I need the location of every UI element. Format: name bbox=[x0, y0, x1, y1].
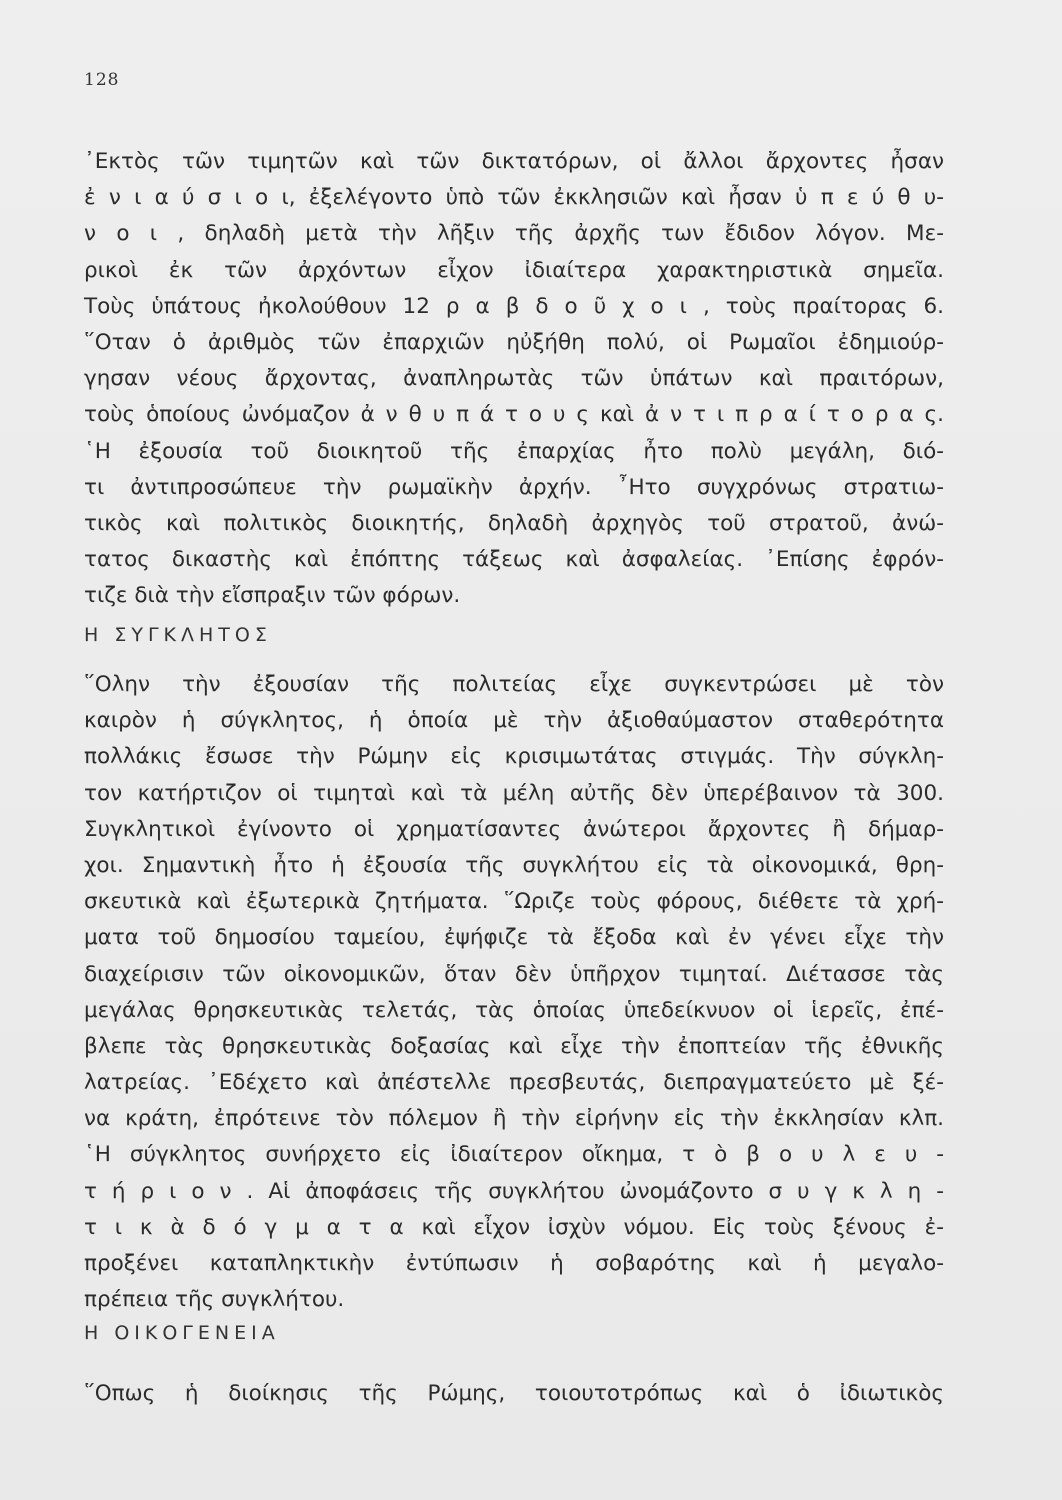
text-line: πολλάκις ἔσωσε τὴν Ρώμην εἰς κρισιμωτάτας στιγμάς. Τὴν σύγκλη- bbox=[84, 744, 944, 770]
text-line: ρικοὶ ἐκ τῶν ἀρχόντων εἶχον ἰδιαίτερα χαρακτηριστικὰ σημεῖα. bbox=[84, 257, 944, 283]
text-line: ἐ ν ι α ύ σ ι ο ι, ἐξελέγοντο ὑπὸ τῶν ἐκκλησιῶν καὶ ἦσαν ὑ π ε ύ θ υ- bbox=[84, 185, 944, 211]
text-line: ματα τοῦ δημοσίου ταμείου, ἐψήφιζε τὰ ἔξοδα καὶ ἐν γένει εἶχε τὴν bbox=[84, 925, 944, 951]
paragraph-magistrates bbox=[84, 144, 944, 614]
text-line: Τοὺς ὑπάτους ἠκολούθουν 12 ρ α β δ ο ῦ χ ο ι , τοὺς πραίτορας 6. bbox=[84, 293, 944, 319]
text-line: καιρὸν ἡ σύγκλητος, ἡ ὁποία μὲ τὴν ἀξιοθαύμαστον σταθερότητα bbox=[84, 708, 944, 734]
text-line: τον κατήρτιζον οἱ τιμηταὶ καὶ τὰ μέλη αὐτῆς δὲν ὑπερέβαινον τὰ 300. bbox=[84, 780, 944, 806]
text-line: ν ο ι , δηλαδὴ μετὰ τὴν λῆξιν τῆς ἀρχῆς των ἔδιδον λόγον. Με- bbox=[84, 221, 944, 247]
text-line: λατρείας. ᾿Εδέχετο καὶ ἀπέστελλε πρεσβευτάς, διεπραγματεύετο μὲ ξέ- bbox=[84, 1070, 944, 1096]
text-line: τ ή ρ ι ο ν . Αἱ ἀποφάσεις τῆς συγκλήτου ὠνομάζοντο σ υ γ κ λ η - bbox=[84, 1178, 944, 1204]
text-line: χοι. Σημαντικὴ ἦτο ἡ ἐξουσία τῆς συγκλήτου εἰς τὰ οἰκονομικά, θρη- bbox=[84, 852, 944, 878]
section-heading-senate: Η ΣΥΓΚΛΗΤΟΣ bbox=[84, 624, 272, 646]
text-line: σκευτικὰ καὶ ἐξωτερικὰ ζητήματα. ῞Ωριζε τοὺς φόρους, διέθετε τὰ χρή- bbox=[84, 889, 944, 915]
text-line: γησαν νέους ἄρχοντας, ἀναπληρωτὰς τῶν ὑπάτων καὶ πραιτόρων, bbox=[84, 366, 944, 392]
paragraph-senate bbox=[84, 667, 944, 1318]
paragraph-family bbox=[84, 1376, 944, 1412]
text-line: να κράτη, ἐπρότεινε τὸν πόλεμον ἢ τὴν εἰρήνην εἰς τὴν ἐκκλησίαν κλπ. bbox=[84, 1106, 944, 1132]
text-line: ῞Ολην τὴν ἐξουσίαν τῆς πολιτείας εἶχε συγκεντρώσει μὲ τὸν bbox=[84, 672, 944, 697]
text-line: Συγκλητικοὶ ἐγίνοντο οἱ χρηματίσαντες ἀνώτεροι ἄρχοντες ἢ δήμαρ- bbox=[84, 816, 944, 842]
section-heading-family: Η ΟΙΚΟΓΕΝΕΙΑ bbox=[84, 1322, 280, 1344]
text-line: τατος δικαστὴς καὶ ἐπόπτης τάξεως καὶ ἀσφαλείας. ᾿Επίσης ἐφρόν- bbox=[84, 547, 944, 573]
text-line: μεγάλας θρησκευτικὰς τελετάς, τὰς ὁποίας ὑπεδείκνυον οἱ ἱερεῖς, ἐπέ- bbox=[84, 997, 944, 1023]
text-line: τικὸς καὶ πολιτικὸς διοικητής, δηλαδὴ ἀρχηγὸς τοῦ στρατοῦ, ἀνώ- bbox=[84, 510, 944, 536]
text-line: τ ι κ ὰ δ ό γ μ α τ α καὶ εἶχον ἰσχὺν νόμου. Εἰς τοὺς ξένους ἐ- bbox=[84, 1214, 944, 1240]
text-line: διαχείρισιν τῶν οἰκονομικῶν, ὅταν δὲν ὑπῆρχον τιμηταί. Διέτασσε τὰς bbox=[84, 961, 944, 987]
text-line: πρέπεια τῆς συγκλήτου. bbox=[84, 1287, 345, 1313]
text-line: βλεπε τὰς θρησκευτικὰς δοξασίας καὶ εἶχε τὴν ἐποπτείαν τῆς ἐθνικῆς bbox=[84, 1033, 944, 1059]
text-line: τοὺς ὁποίους ὠνόμαζον ἀ ν θ υ π ά τ ο υ ς καὶ ἀ ν τ ι π ρ α ί τ ο ρ α ς. bbox=[84, 402, 944, 428]
text-line: ῾Η σύγκλητος συνήρχετο εἰς ἰδιαίτερον οἴκημα, τ ὸ β ο υ λ ε υ - bbox=[84, 1142, 944, 1168]
text-line: τιζε διὰ τὴν εἴσπραξιν τῶν φόρων. bbox=[84, 583, 461, 609]
text-line: ᾿Εκτὸς τῶν τιμητῶν καὶ τῶν δικτατόρων, οἱ ἄλλοι ἄρχοντες ἦσαν bbox=[84, 149, 944, 174]
text-line: ῾Η ἐξουσία τοῦ διοικητοῦ τῆς ἐπαρχίας ἦτο πολὺ μεγάλη, διό- bbox=[84, 438, 944, 464]
text-line: ῞Οπως ἡ διοίκησις τῆς Ρώμης, τοιουτοτρόπως καὶ ὁ ἰδιωτικὸς bbox=[84, 1381, 944, 1406]
text-line: τι ἀντιπροσώπευε τὴν ρωμαϊκὴν ἀρχήν. ῏Ητο συγχρόνως στρατιω- bbox=[84, 474, 944, 500]
text-line: ῞Οταν ὁ ἀριθμὸς τῶν ἐπαρχιῶν ηὐξήθη πολύ, οἱ Ρωμαῖοι ἐδημιούρ- bbox=[84, 329, 944, 355]
page-number: 128 bbox=[84, 70, 120, 90]
text-line: προξένει καταπληκτικὴν ἐντύπωσιν ἡ σοβαρότης καὶ ἡ μεγαλο- bbox=[84, 1251, 944, 1276]
